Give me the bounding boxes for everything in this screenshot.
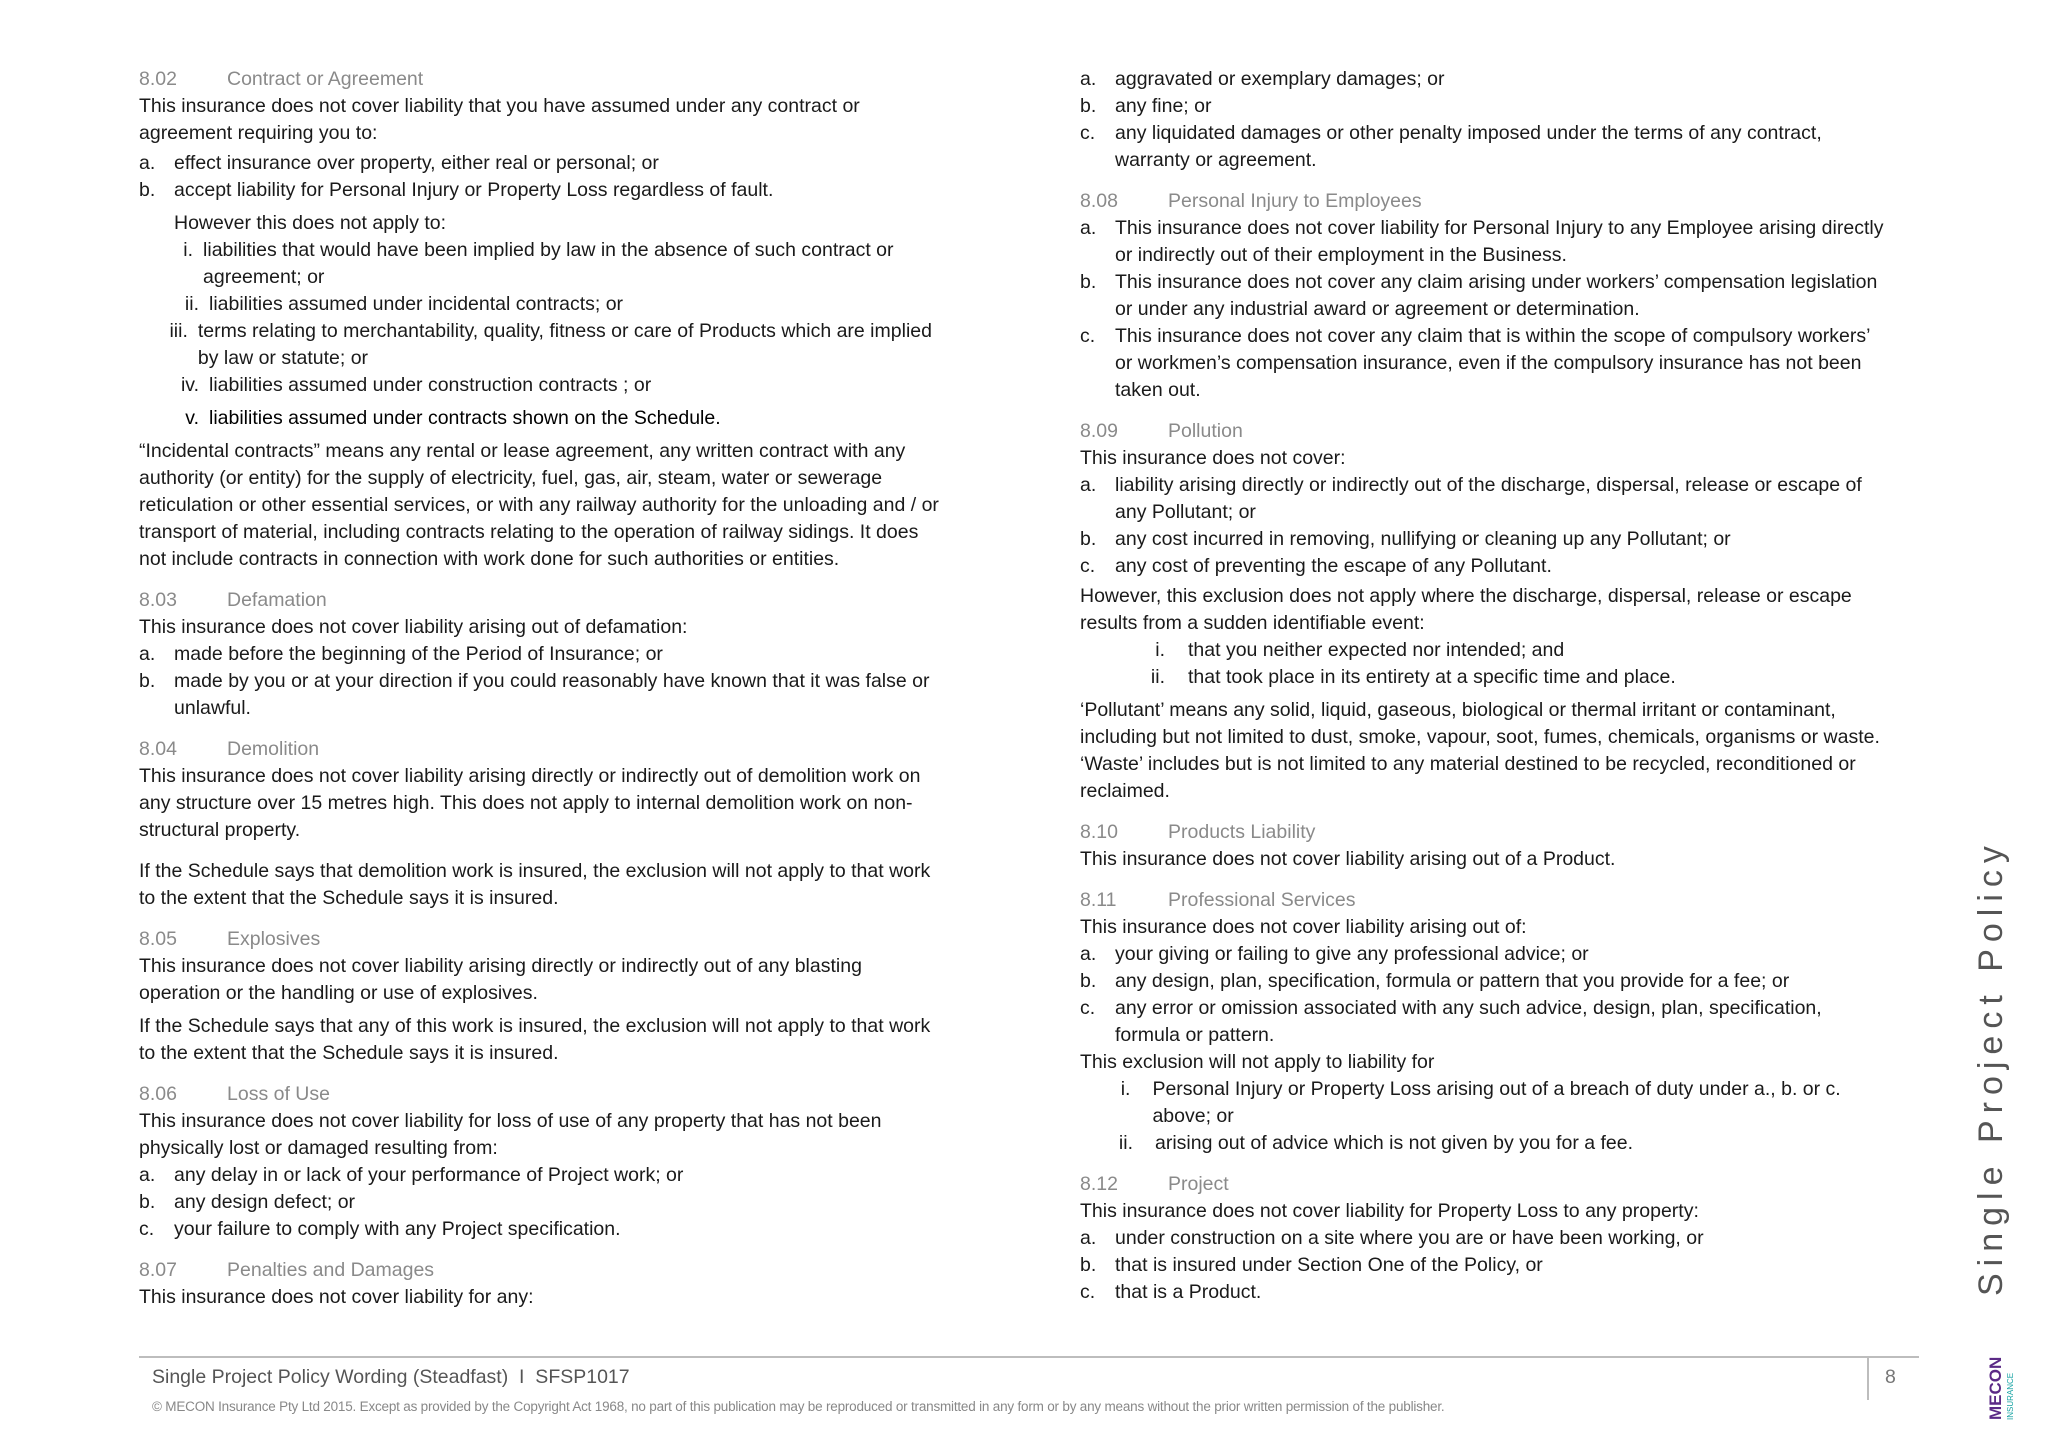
section-heading: 8.04 Demolition xyxy=(139,738,320,760)
list-item: b. that is insured under Section One of the Policy, or xyxy=(1080,1254,1543,1276)
footer-vertical-divider xyxy=(1867,1356,1869,1400)
side-title: Single Project Policy xyxy=(1972,839,2010,1296)
right-column xyxy=(1080,66,1890,1306)
section-intro: This insurance does not cover liability arising out of defamation: xyxy=(139,616,688,638)
section-8-08 xyxy=(1080,188,1890,404)
sub-list-item: i. liabilities that would have been implied by law in the absence of such contract or agreement; or xyxy=(183,239,894,288)
list-item: a. under construction on a site where you are or have been working, or xyxy=(1080,1227,1704,1249)
section-paragraph: If the Schedule says that demolition work is insured, the exclusion will not apply to that work to the extent that the Schedule says it is insured. xyxy=(139,860,931,909)
section-heading: 8.10 Products Liability xyxy=(1080,821,1316,843)
list-item: a. This insurance does not cover liability for Personal Injury to any Employee arising directly or indirectly out of their employment in the Business. xyxy=(1080,217,1884,266)
list-item: b. accept liability for Personal Injury or Property Loss regardless of fault. xyxy=(139,179,774,201)
list-item: a. your giving or failing to give any professional advice; or xyxy=(1080,943,1589,965)
section-heading: 8.09 Pollution xyxy=(1080,420,1243,442)
mecon-logo xyxy=(1983,1350,2017,1420)
list-item: c. that is a Product. xyxy=(1080,1281,1262,1303)
section-intro: This insurance does not cover liability that you have assumed under any contract or agreement requiring you to: xyxy=(139,95,860,144)
section-8-06 xyxy=(139,1081,939,1243)
copyright-notice: © MECON Insurance Pty Ltd 2015. Except as provided by the Copyright Act 1968, no part of this publication may be reproduced or transmitted in any form or by any means without the prior written permission of the publisher. xyxy=(152,1399,1445,1414)
section-intro: This insurance does not cover liability arising out of a Product. xyxy=(1080,848,1616,870)
section-intro: This insurance does not cover liability for loss of use of any property that has not been physically lost or damaged resulting from: xyxy=(139,1110,882,1159)
sub-list-item: i. Personal Injury or Property Loss arising out of a breach of duty under a., b. or c. above; or xyxy=(1120,1078,1841,1127)
section-8-12 xyxy=(1080,1171,1890,1306)
section-8-10 xyxy=(1080,819,1890,873)
list-item: c. any cost of preventing the escape of any Pollutant. xyxy=(1080,555,1552,577)
sub-list-item: v. liabilities assumed under contracts shown on the Schedule. xyxy=(185,407,721,429)
section-intro: This insurance does not cover liability for any: xyxy=(139,1286,534,1308)
section-paragraph: This insurance does not cover liability arising directly or indirectly out of demolition work on any structure over 15 metres high. This does not apply to internal demolition work on non-structural property. xyxy=(139,765,921,841)
list-item: b. made by you or at your direction if you could reasonably have known that it was false or unlawful. xyxy=(139,670,930,719)
definition-text: “Incidental contracts” means any rental or lease agreement, any written contract with any authority (or entity) for the supply of electricity, fuel, gas, air, steam, water or sewerage reticulation or other essential services, or with any railway authority for the unloading and / or transport of material, including contracts relating to the operation of railway sidings. It does not include contracts in connection with work done for such authorities or entities. xyxy=(139,440,939,570)
section-paragraph: If the Schedule says that any of this work is insured, the exclusion will not apply to that work to the extent that the Schedule says it is insured. xyxy=(139,1015,931,1064)
section-8-05 xyxy=(139,926,939,1067)
section-intro: This insurance does not cover liability arising out of: xyxy=(1080,916,1527,938)
however-text: However, this exclusion does not apply where the discharge, dispersal, release or escape results from a sudden identifiable event: xyxy=(1080,585,1852,634)
logo-sub-text: INSURANCE xyxy=(2006,1372,2015,1420)
left-column xyxy=(139,66,939,1311)
list-item: b. any cost incurred in removing, nullifying or cleaning up any Pollutant; or xyxy=(1080,528,1731,550)
sub-list-item: ii. liabilities assumed under incidental contracts; or xyxy=(184,293,624,315)
sub-list-item: ii. arising out of advice which is not given by you for a fee. xyxy=(1118,1132,1634,1154)
sub-list-item: i. that you neither expected nor intended; and xyxy=(1155,639,1565,661)
mecon-logo-mark xyxy=(1983,1350,2017,1420)
list-item: a. any delay in or lack of your performance of Project work; or xyxy=(139,1164,684,1186)
list-item: c. any liquidated damages or other penalty imposed under the terms of any contract, warranty or agreement. xyxy=(1080,122,1822,171)
footer-document-title: Single Project Policy Wording (Steadfast) I SFSP1017 xyxy=(152,1366,630,1388)
list-item: b. any fine; or xyxy=(1080,95,1212,117)
list-item: a. liability arising directly or indirectly out of the discharge, dispersal, release or escape of any Pollutant; or xyxy=(1080,474,1862,523)
section-heading: 8.05 Explosives xyxy=(139,928,321,950)
section-heading: 8.11 Professional Services xyxy=(1080,889,1356,911)
section-heading: 8.08 Personal Injury to Employees xyxy=(1080,190,1422,212)
list-item: a. effect insurance over property, either real or personal; or xyxy=(139,152,659,174)
section-heading: 8.02 Contract or Agreement xyxy=(139,68,424,90)
however-text: However this does not apply to: xyxy=(174,212,447,234)
footer-divider xyxy=(139,1356,1919,1358)
sub-list-item: iii. terms relating to merchantability, quality, fitness or care of Products which are implied by law or statute; or xyxy=(169,320,932,369)
section-8-02 xyxy=(139,66,939,573)
sub-list-item: iv. liabilities assumed under construction contracts ; or xyxy=(180,374,652,396)
list-item: b. any design, plan, specification, formula or pattern that you provide for a fee; or xyxy=(1080,970,1790,992)
section-heading: 8.03 Defamation xyxy=(139,589,327,611)
section-intro: This insurance does not cover liability for Property Loss to any property: xyxy=(1080,1200,1699,1222)
section-paragraph: This insurance does not cover liability arising directly or indirectly out of any blasting operation or the handling or use of explosives. xyxy=(139,955,862,1004)
list-item: b. This insurance does not cover any claim arising under workers’ compensation legislation or under any industrial award or agreement or determination. xyxy=(1080,271,1878,320)
section-heading: 8.07 Penalties and Damages xyxy=(139,1259,435,1281)
list-item: c. This insurance does not cover any claim that is within the scope of compulsory workers’ or workmen’s compensation insurance, even if the compulsory insurance has not been taken out. xyxy=(1080,325,1870,401)
list-item: a. made before the beginning of the Period of Insurance; or xyxy=(139,643,663,665)
list-item: b. any design defect; or xyxy=(139,1191,356,1213)
sub-list-item: ii. that took place in its entirety at a specific time and place. xyxy=(1150,666,1676,688)
list-item: c. your failure to comply with any Project specification. xyxy=(139,1218,621,1240)
section-heading: 8.12 Project xyxy=(1080,1173,1229,1195)
list-item: c. any error or omission associated with any such advice, design, plan, specification, formula or pattern. xyxy=(1080,997,1822,1046)
page-number: 8 xyxy=(1885,1366,1896,1388)
definition-text: ‘Pollutant’ means any solid, liquid, gaseous, biological or thermal irritant or contaminant, including but not limited to dust, smoke, vapour, soot, fumes, chemicals, organisms or waste. ‘Waste’ includes but is not limited to any material destined to be recycled, reconditioned or reclaimed. xyxy=(1080,699,1880,802)
section-8-09 xyxy=(1080,418,1890,805)
section-8-04 xyxy=(139,736,939,912)
section-8-07 xyxy=(139,1257,939,1311)
exclusion-text: This exclusion will not apply to liability for xyxy=(1080,1051,1435,1073)
section-8-03 xyxy=(139,587,939,722)
logo-brand-text: MECON xyxy=(1986,1356,2005,1420)
section-8-11 xyxy=(1080,887,1890,1157)
section-8-07-continued xyxy=(1080,66,1890,174)
section-intro: This insurance does not cover: xyxy=(1080,447,1346,469)
section-heading: 8.06 Loss of Use xyxy=(139,1083,330,1105)
list-item: a. aggravated or exemplary damages; or xyxy=(1080,68,1445,90)
